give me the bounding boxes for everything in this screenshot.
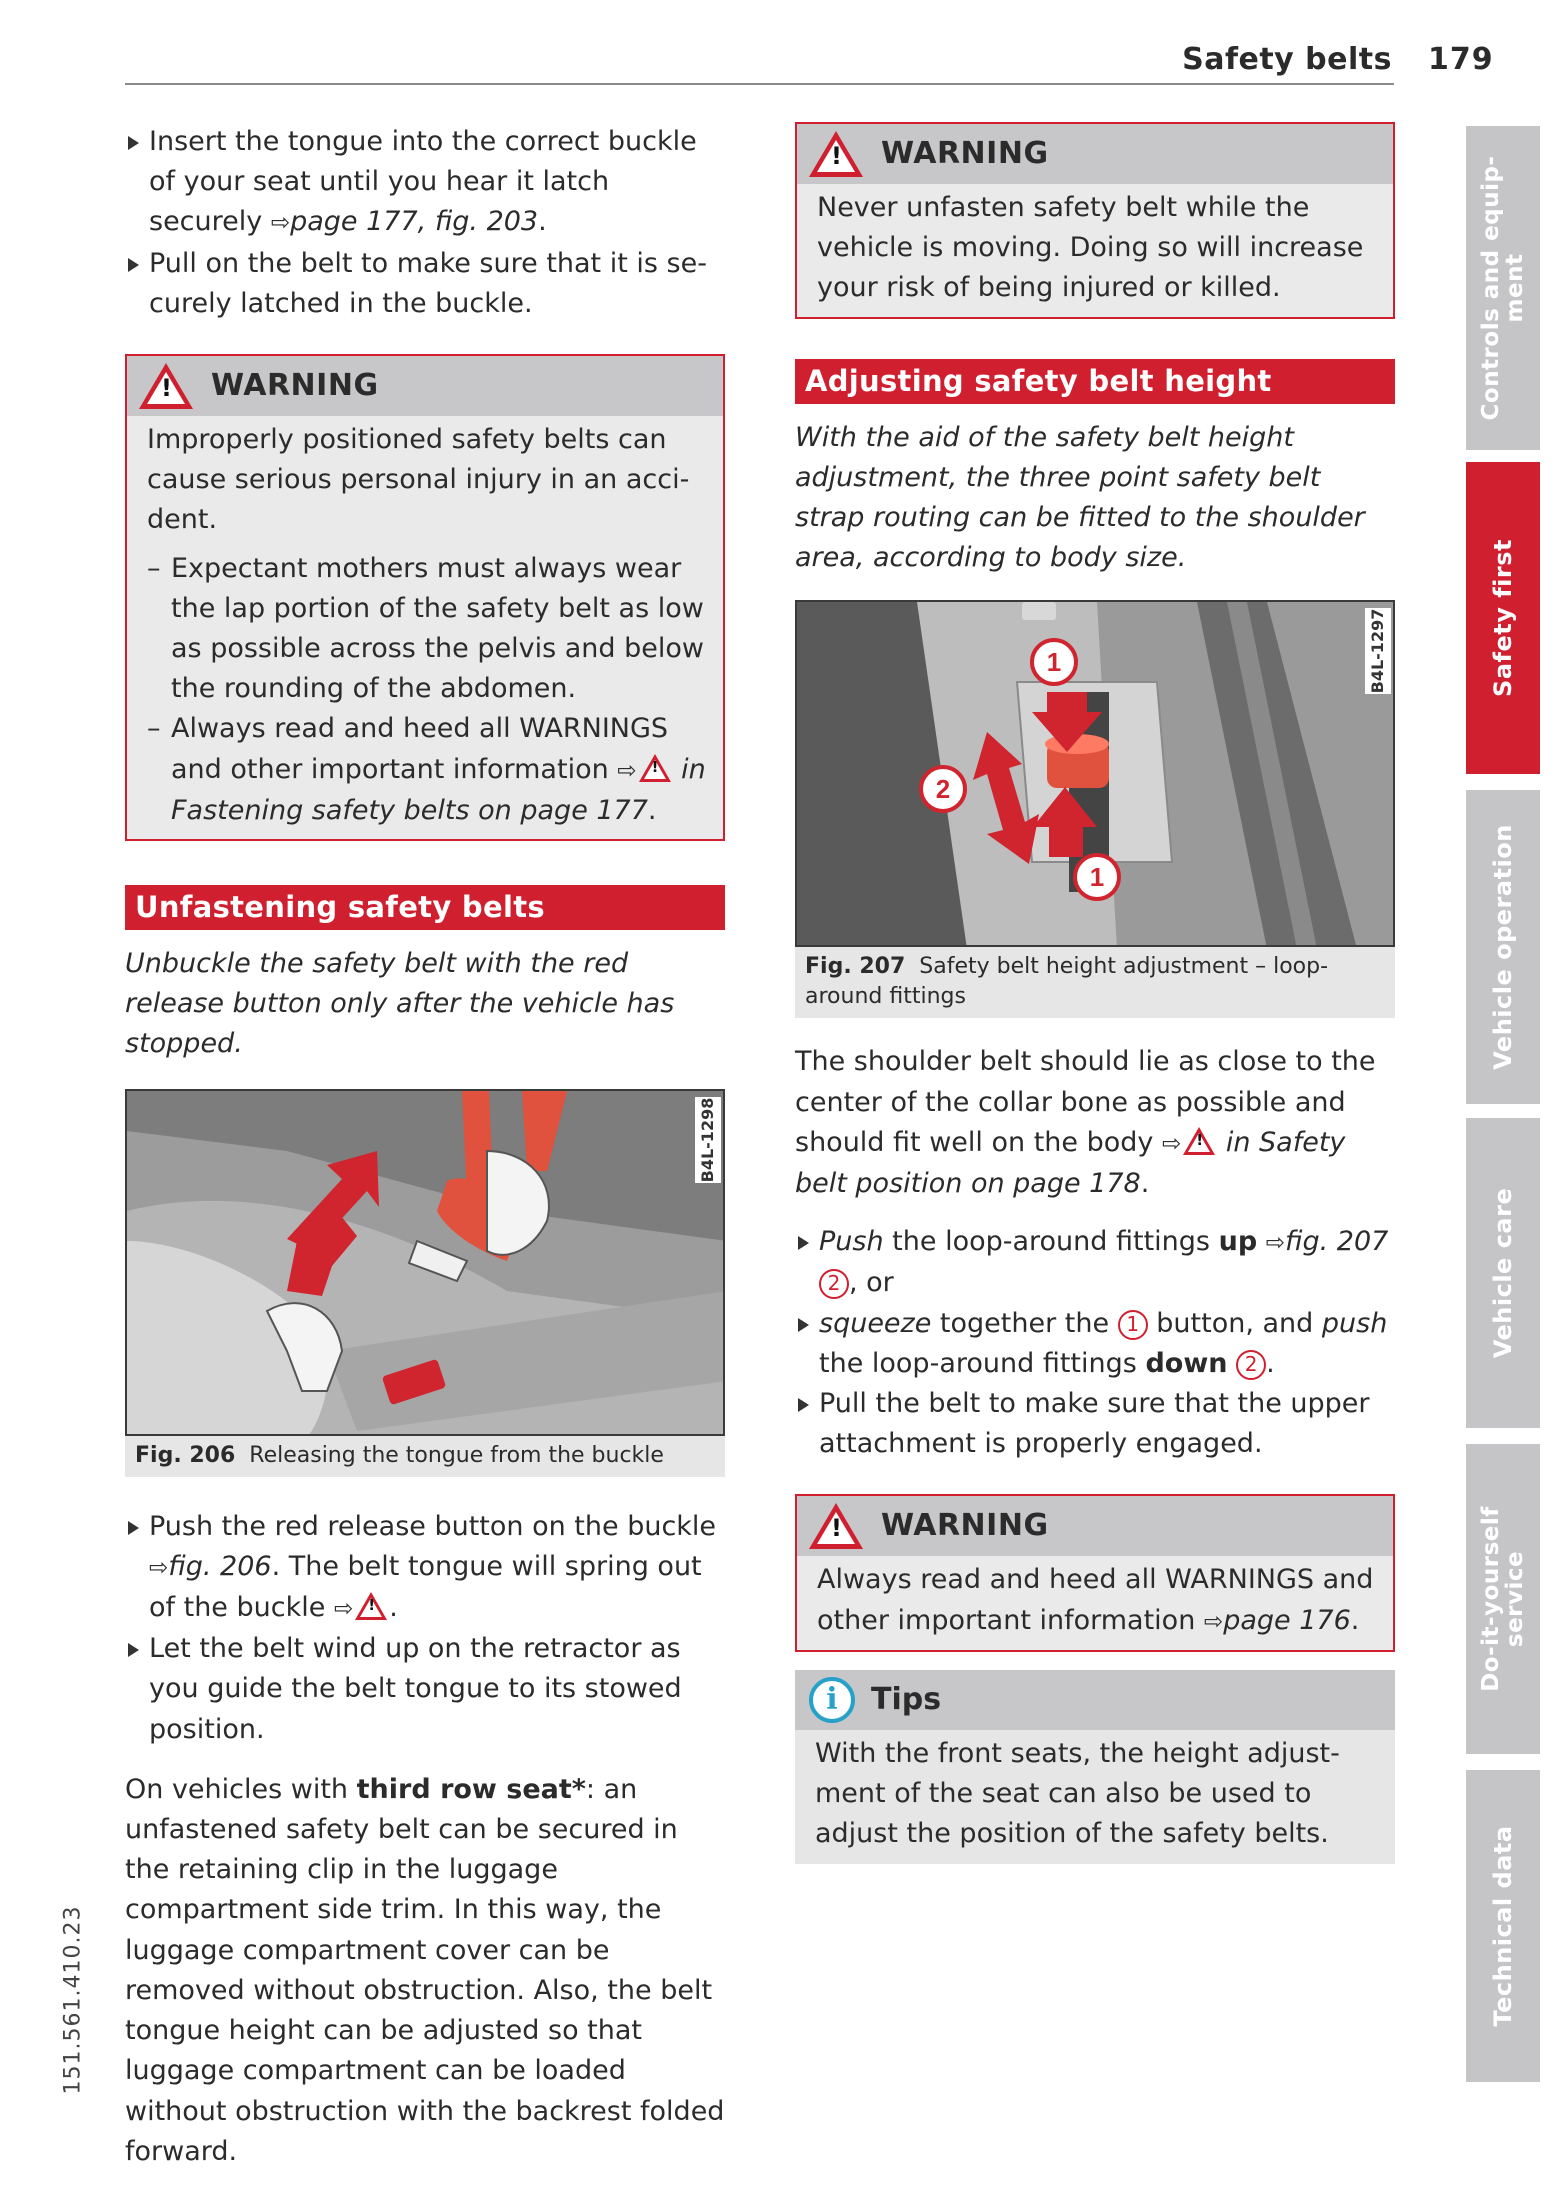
warning-body: Never unfasten safety belt while the vehicle is moving. Doing so will increase your risk of being injured or killed. [817,192,1364,304]
left-column [125,122,725,2172]
step-push-up: Push the loop-around fittings up ⇨fig. 207 2 , or [795,1222,1395,1303]
arrow-ref-icon: ⇨ [1161,1130,1182,1157]
warning-intro: Improperly positioned safety belts can cause serious personal injury in an accident. [147,424,690,536]
section-heading-height: Adjusting safety belt height [795,359,1395,404]
tab-controls-and-equipment[interactable]: Controls and equip- ment [1466,126,1540,450]
page-number: 179 [1428,42,1494,77]
warning-box-positioning [125,354,725,841]
document-code: 151.561.410.23 [60,1905,86,2095]
warning-header [127,356,723,416]
step-push-release: Push the red release button on the buckle ⇨fig. 206. The belt tongue will spring out of the buckle ⇨ ! . [125,1507,725,1630]
tab-do-it-yourself-service[interactable]: Do-it-yourself service [1466,1444,1540,1754]
warning-body: Always read and heed all WARNINGS and other important information ⇨page 176. [817,1564,1374,1636]
arrow-ref-icon: ⇨ [149,1554,169,1581]
callout-2-icon: 2 [819,1269,849,1299]
xref-link[interactable]: page 176 [1223,1604,1351,1636]
step-pull-belt: Pull on the belt to make sure that it is securely latched in the buckle. [125,244,725,324]
buckle-illustration [127,1091,725,1436]
step-pull-check: Pull the belt to make sure that the upper attachment is properly engaged. [795,1384,1395,1464]
figure-marker-1: 1 [1089,862,1105,893]
third-row-note: On vehicles with third row seat*: an unfastened safety belt can be secured in the retaining clip in the luggage compartment side trim. In this way, the luggage compartment cover can be removed without obstruction. Also, the belt tongue height can be adjusted so that luggage compartment can be loaded without obstruction with the backrest folded forward. [125,1773,725,2167]
warning-title: WARNING [211,367,379,403]
tips-body: With the front seats, the height adjustment of the seat can also be used to adjust the position of the safety belts. [815,1737,1340,1850]
figure-code: B4L-1298 [695,1097,721,1183]
arrow-ref-icon: ⇨ [333,1596,354,1623]
tab-safety-first[interactable]: Safety first [1466,462,1540,774]
section-intro-unfastening: Unbuckle the safety belt with the red release button only after the vehicle has stopped. [125,948,675,1060]
warning-item-read-warnings: – Always read and heed all WARNINGS and other important information ⇨ ! in Fastening safety belts on page 177. [147,713,706,826]
figure-marker-1: 1 [1046,647,1062,678]
xref-link[interactable]: fig. 207 [1285,1226,1389,1258]
step-squeeze-down: squeeze together the 1 button, and push the loop-around fittings down 2 . [795,1304,1395,1384]
figure-207 [795,600,1395,947]
xref-link[interactable]: fig. 206 [168,1550,272,1582]
warning-triangle-icon: ! [809,1503,863,1549]
warning-header [797,124,1393,184]
warning-triangle-icon: ! [809,131,863,177]
figure-caption: Fig. 207 Safety belt height adjustment – loop-around fittings [795,947,1395,1018]
chapter-tabs [1466,0,1557,2208]
warning-triangle-icon: ! [1183,1127,1215,1155]
arrow-ref-icon: ⇨ [1265,1230,1286,1257]
warning-triangle-icon: ! [139,363,193,409]
warning-item-expectant-mothers: – Expectant mothers must always wear the lap portion of the safety belt as low as possible across the pelvis and below the rounding of the abdomen. [147,552,704,705]
section-heading-unfastening: Unfastening safety belts [125,885,725,930]
arrow-ref-icon: ⇨ [1203,1608,1224,1635]
warning-triangle-icon: ! [639,754,671,782]
section-intro-height: With the aid of the safety belt height adjustment, the three point safety belt strap routing can be fitted to the shoulder area, according to body size. [795,421,1365,574]
figure-caption: Fig. 206 Releasing the tongue from the buckle [125,1436,725,1477]
arrow-ref-icon: ⇨ [617,757,637,784]
arrow-ref-icon: ⇨ [270,210,291,237]
tips-title: Tips [871,1681,942,1717]
warning-header [797,1496,1393,1556]
xref-link[interactable]: in Fastening safety belts on page 177 [171,753,706,826]
figure-marker-2: 2 [935,774,951,805]
page-section-title: Safety belts [1182,42,1392,77]
tips-header [795,1670,1395,1730]
step-wind-up: Let the belt wind up on the retractor as you guide the belt tongue to its stowed position. [125,1629,725,1750]
callout-1-icon: 1 [1118,1310,1148,1340]
height-adjust-illustration [797,602,1395,947]
tab-vehicle-care[interactable]: Vehicle care [1466,1118,1540,1428]
callout-2-icon: 2 [1236,1350,1266,1380]
right-column [795,122,1395,1864]
warning-title: WARNING [881,1508,1049,1544]
header-rule [125,83,1394,85]
xref-link[interactable]: page 177, fig. 203 [290,206,539,238]
tips-box [795,1670,1395,1865]
warning-box-read-warnings [795,1494,1395,1651]
figure-code: B4L-1297 [1365,608,1391,694]
tab-vehicle-operation[interactable]: Vehicle operation [1466,790,1540,1104]
warning-triangle-icon: ! [355,1592,387,1620]
warning-title: WARNING [881,135,1049,171]
info-icon: i [809,1677,855,1723]
step-insert-tongue: Insert the tongue into the correct buckle of your seat until you hear it latch securely ⇨page 177, fig. 203. [125,122,725,244]
warning-box-unfasten [795,122,1395,319]
tab-technical-data[interactable]: Technical data [1466,1770,1540,2082]
figure-206 [125,1089,725,1436]
shoulder-belt-paragraph: The shoulder belt should lie as close to the center of the collar bone as possible and should fit well on the body ⇨ ! in Safety belt position on page 178. [795,1046,1376,1200]
xref-link[interactable]: in Safety belt position on page 178 [795,1126,1346,1200]
